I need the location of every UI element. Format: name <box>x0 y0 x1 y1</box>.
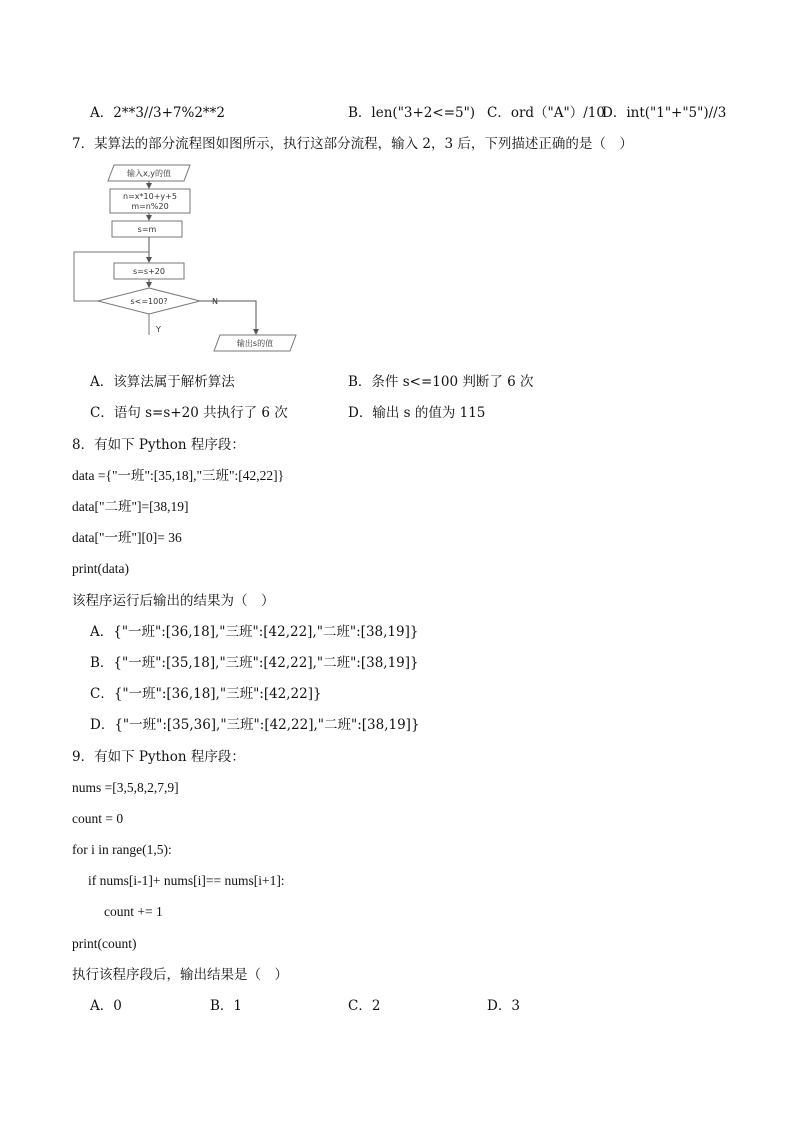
q8-option-c: C．{"一班":[36,18],"三班":[42,22]} <box>90 686 322 702</box>
q9-code-line-2: count = 0 <box>72 811 124 826</box>
q6-option-b: B．len("3+2<=5") <box>348 105 476 121</box>
q9-option-a: A．0 <box>90 998 122 1014</box>
flowchart-no-label: N <box>212 297 218 306</box>
q9-option-c: C．2 <box>348 998 381 1014</box>
q7-stem: 7．某算法的部分流程图如图所示，执行这部分流程，输入 2，3 后，下列描述正确的是（ ） <box>72 136 633 152</box>
q9-code-line-3: for i in range(1,5): <box>72 842 172 857</box>
q8-option-a: A．{"一班":[36,18],"三班":[42,22],"二班":[38,19]} <box>90 624 419 640</box>
q9-code-line-5: count += 1 <box>104 904 163 919</box>
flowchart-process-2-text: s=m <box>137 225 157 234</box>
q6-option-d: D．int("1"+"5")//3 <box>602 105 727 121</box>
flowchart-process-1-line-1: n=x*10+y+5 <box>123 192 177 201</box>
q8-option-d: D．{"一班":[35,36],"三班":[42,22],"二班":[38,19]} <box>90 717 420 733</box>
flowchart-yes-label: Y <box>156 325 161 334</box>
q7-option-d: D．输出 s 的值为 115 <box>348 405 486 421</box>
q8-code-line-2: data["二班"]=[38,19] <box>72 499 189 514</box>
flowchart <box>70 160 310 360</box>
q8-code-line-1: data ={"一班":[35,18],"三班":[42,22]} <box>72 468 285 483</box>
q6-option-a: A．2**3//3+7%2**2 <box>90 105 226 121</box>
q7-option-a: A．该算法属于解析算法 <box>90 374 235 390</box>
q6-option-c: C．ord（"A"）/10 <box>487 105 605 121</box>
q8-code-line-4: print(data) <box>72 561 129 576</box>
q9-stem: 9．有如下 Python 程序段： <box>72 749 245 765</box>
flowchart-decision-text: s<=100? <box>130 297 168 306</box>
q7-option-c: C．语句 s=s+20 共执行了 6 次 <box>90 405 288 421</box>
flowchart-output-text: 输出s的值 <box>236 339 274 348</box>
q8-prompt: 该程序运行后输出的结果为（ ） <box>72 593 275 609</box>
q8-option-b: B．{"一班":[35,18],"三班":[42,22],"二班":[38,19]} <box>90 655 419 671</box>
q9-code-line-4: if nums[i-1]+ nums[i]== nums[i+1]: <box>88 873 285 888</box>
q9-prompt: 执行该程序段后，输出结果是（ ） <box>72 967 288 983</box>
flowchart-input-text: 输入x,y的值 <box>126 169 172 178</box>
q8-code-line-3: data["一班"][0]= 36 <box>72 530 182 545</box>
q9-code-line-6: print(count) <box>72 936 137 951</box>
q9-option-b: B．1 <box>210 998 243 1014</box>
flowchart-process-3-text: s=s+20 <box>133 267 165 276</box>
flowchart-process-1-line-2: m=n%20 <box>131 202 169 211</box>
q7-option-b: B．条件 s<=100 判断了 6 次 <box>348 374 534 390</box>
q9-code-line-1: nums =[3,5,8,2,7,9] <box>72 780 179 795</box>
q9-option-d: D．3 <box>487 998 520 1014</box>
q8-stem: 8．有如下 Python 程序段： <box>72 437 245 453</box>
